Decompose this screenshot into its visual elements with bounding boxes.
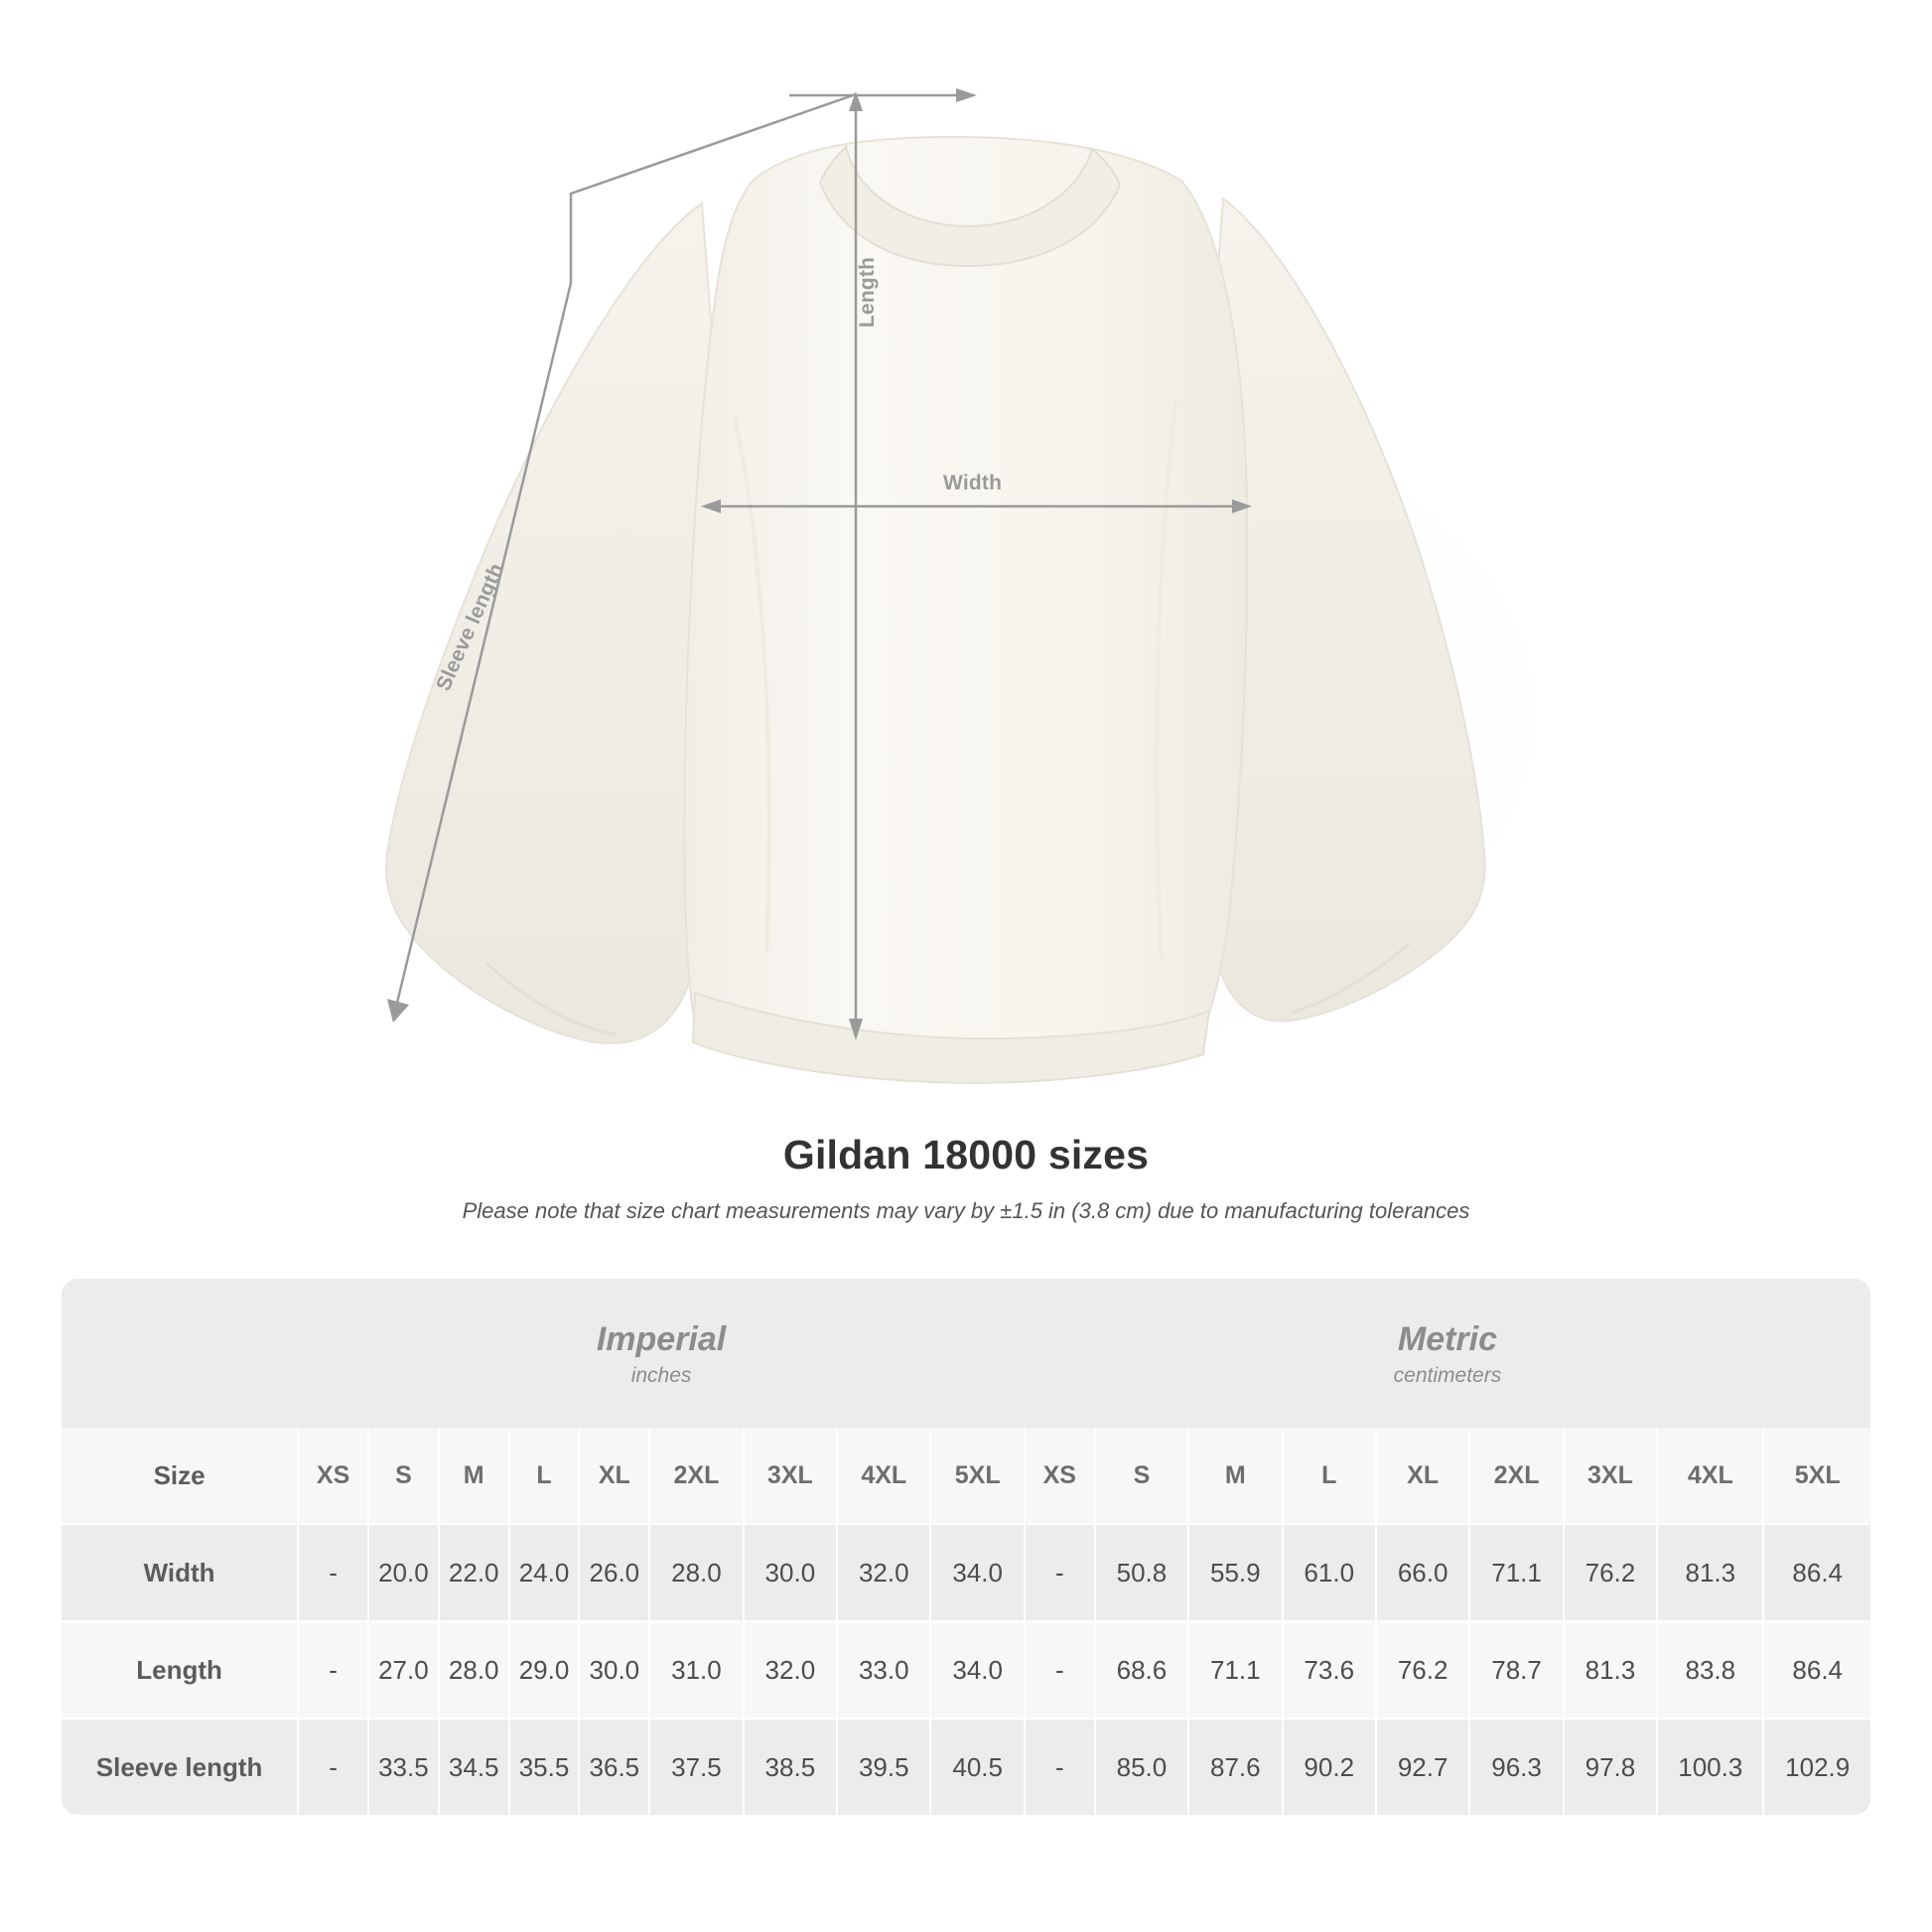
size-header-row: [62, 1428, 1870, 1524]
cell-width-imperial-xl: 26.0: [579, 1524, 649, 1621]
cell-sleeve-metric-l: 90.2: [1283, 1719, 1376, 1815]
cell-width-imperial-2xl: 28.0: [649, 1524, 743, 1621]
cell-length-imperial-3xl: 32.0: [744, 1621, 837, 1719]
cell-sleeve-imperial-5xl: 40.5: [930, 1719, 1024, 1815]
cell-width-imperial-4xl: 32.0: [837, 1524, 930, 1621]
size-table: [62, 1279, 1870, 1815]
row-label-width: Width: [62, 1524, 298, 1621]
size-header-imperial-3xl: 3XL: [744, 1428, 837, 1524]
size-table-container: [62, 1279, 1870, 1815]
cell-sleeve-metric-2xl: 96.3: [1469, 1719, 1563, 1815]
row-label-length: Length: [62, 1621, 298, 1719]
cell-length-imperial-xl: 30.0: [579, 1621, 649, 1719]
length-dimension-label: Length: [856, 256, 879, 328]
size-header-imperial-2xl: 2XL: [649, 1428, 743, 1524]
cell-sleeve-metric-s: 85.0: [1095, 1719, 1188, 1815]
cell-length-imperial-2xl: 31.0: [649, 1621, 743, 1719]
cell-sleeve-metric-xl: 92.7: [1376, 1719, 1469, 1815]
size-header-imperial-5xl: 5XL: [930, 1428, 1024, 1524]
cell-length-imperial-xs: -: [298, 1621, 368, 1719]
metric-sublabel: centimeters: [1393, 1364, 1502, 1388]
cell-width-metric-2xl: 71.1: [1469, 1524, 1563, 1621]
imperial-label: Imperial: [596, 1319, 727, 1358]
cell-width-imperial-5xl: 34.0: [930, 1524, 1024, 1621]
table-row: [62, 1524, 1870, 1621]
cell-sleeve-metric-m: 87.6: [1188, 1719, 1282, 1815]
cell-length-metric-xl: 76.2: [1376, 1621, 1469, 1719]
cell-sleeve-imperial-xl: 36.5: [579, 1719, 649, 1815]
cell-width-imperial-l: 24.0: [509, 1524, 580, 1621]
size-header-metric-4xl: 4XL: [1657, 1428, 1763, 1524]
cell-width-metric-m: 55.9: [1188, 1524, 1282, 1621]
table-row: [62, 1719, 1870, 1815]
page-title: Gildan 18000 sizes: [782, 1132, 1150, 1177]
size-header-imperial-s: S: [368, 1428, 439, 1524]
size-header-imperial-xl: XL: [579, 1428, 649, 1524]
cell-width-imperial-m: 22.0: [439, 1524, 509, 1621]
unit-header-metric: [1025, 1279, 1870, 1428]
cell-length-metric-m: 71.1: [1188, 1621, 1282, 1719]
cell-sleeve-metric-5xl: 102.9: [1763, 1719, 1870, 1815]
cell-width-metric-3xl: 76.2: [1564, 1524, 1657, 1621]
size-header-imperial-4xl: 4XL: [837, 1428, 930, 1524]
cell-width-imperial-xs: -: [298, 1524, 368, 1621]
cell-width-imperial-3xl: 30.0: [744, 1524, 837, 1621]
cell-sleeve-imperial-m: 34.5: [439, 1719, 509, 1815]
size-header-imperial-m: M: [439, 1428, 509, 1524]
cell-width-metric-s: 50.8: [1095, 1524, 1188, 1621]
size-header-metric-s: S: [1095, 1428, 1188, 1524]
cell-length-imperial-l: 29.0: [509, 1621, 580, 1719]
size-header-metric-m: M: [1188, 1428, 1282, 1524]
size-header-metric-3xl: 3XL: [1564, 1428, 1657, 1524]
cell-length-metric-s: 68.6: [1095, 1621, 1188, 1719]
unit-header-corner: [62, 1279, 298, 1428]
cell-width-metric-5xl: 86.4: [1763, 1524, 1870, 1621]
cell-sleeve-imperial-s: 33.5: [368, 1719, 439, 1815]
cell-length-metric-5xl: 86.4: [1763, 1621, 1870, 1719]
size-header-metric-5xl: 5XL: [1763, 1428, 1870, 1524]
cell-length-imperial-4xl: 33.0: [837, 1621, 930, 1719]
cell-sleeve-metric-4xl: 100.3: [1657, 1719, 1763, 1815]
size-header-label: Size: [62, 1428, 298, 1524]
cell-length-imperial-s: 27.0: [368, 1621, 439, 1719]
cell-width-metric-xs: -: [1025, 1524, 1095, 1621]
size-header-imperial-xs: XS: [298, 1428, 368, 1524]
table-row: [62, 1621, 1870, 1719]
cell-length-metric-4xl: 83.8: [1657, 1621, 1763, 1719]
cell-sleeve-imperial-3xl: 38.5: [744, 1719, 837, 1815]
cell-width-metric-xl: 66.0: [1376, 1524, 1469, 1621]
size-header-metric-2xl: 2XL: [1469, 1428, 1563, 1524]
cell-length-imperial-m: 28.0: [439, 1621, 509, 1719]
width-dimension-label: Width: [943, 472, 1003, 494]
cell-sleeve-metric-3xl: 97.8: [1564, 1719, 1657, 1815]
cell-sleeve-imperial-xs: -: [298, 1719, 368, 1815]
size-header-imperial-l: L: [509, 1428, 580, 1524]
cell-sleeve-imperial-l: 35.5: [509, 1719, 580, 1815]
unit-header-imperial: [298, 1279, 1025, 1428]
row-label-sleeve-length: Sleeve length: [62, 1719, 298, 1815]
cell-length-metric-2xl: 78.7: [1469, 1621, 1563, 1719]
cell-width-imperial-s: 20.0: [368, 1524, 439, 1621]
size-header-metric-l: L: [1283, 1428, 1376, 1524]
cell-width-metric-l: 61.0: [1283, 1524, 1376, 1621]
size-header-metric-xl: XL: [1376, 1428, 1469, 1524]
cell-length-imperial-5xl: 34.0: [930, 1621, 1024, 1719]
sleeve-length-dimension-label: Sleeve length: [432, 559, 509, 695]
cell-length-metric-l: 73.6: [1283, 1621, 1376, 1719]
tolerance-note: Please note that size chart measurements may vary by ±1.5 in (3.8 cm) due to manufacturing tolerances: [462, 1198, 1470, 1223]
cell-sleeve-imperial-2xl: 37.5: [649, 1719, 743, 1815]
metric-label: Metric: [1397, 1319, 1498, 1358]
unit-header-row: [62, 1279, 1870, 1428]
cell-width-metric-4xl: 81.3: [1657, 1524, 1763, 1621]
size-header-metric-xs: XS: [1025, 1428, 1095, 1524]
imperial-sublabel: inches: [630, 1364, 692, 1388]
cell-sleeve-imperial-4xl: 39.5: [837, 1719, 930, 1815]
cell-length-metric-xs: -: [1025, 1621, 1095, 1719]
cell-sleeve-metric-xs: -: [1025, 1719, 1095, 1815]
cell-length-metric-3xl: 81.3: [1564, 1621, 1657, 1719]
